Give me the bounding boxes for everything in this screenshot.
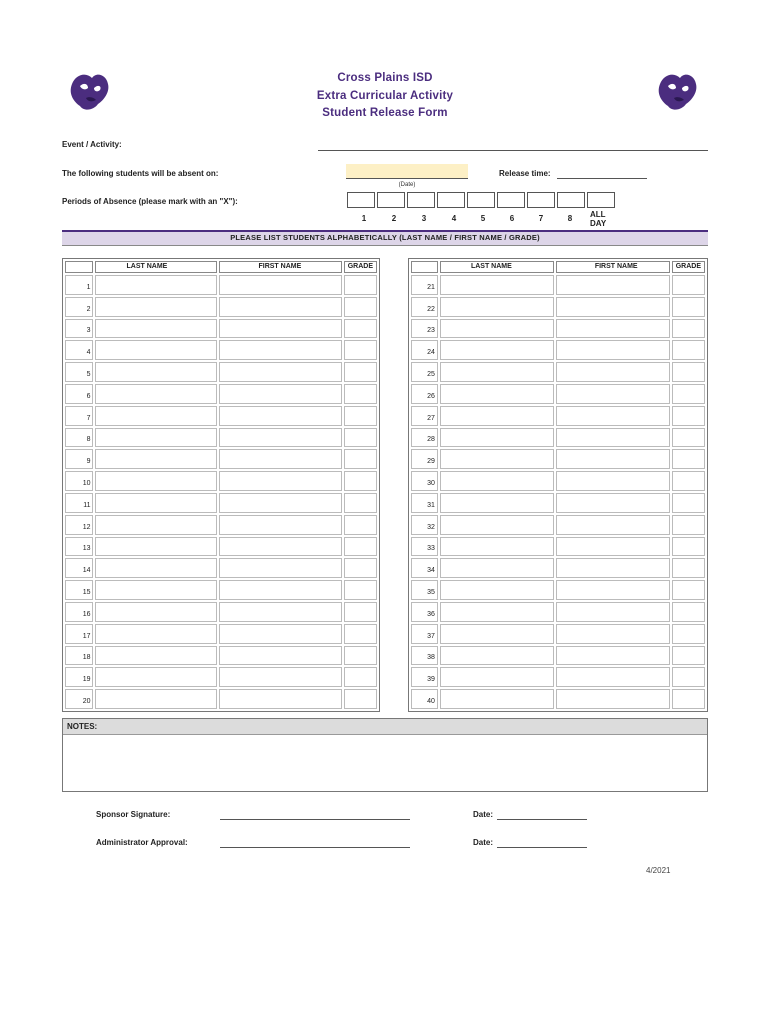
notes-textarea[interactable] bbox=[63, 735, 707, 791]
row-number: 38 bbox=[411, 646, 438, 666]
notes-label: NOTES: bbox=[63, 719, 707, 735]
table-row bbox=[65, 558, 377, 578]
grade-cell[interactable] bbox=[344, 689, 377, 709]
last-name-cell[interactable] bbox=[95, 515, 217, 535]
table-row bbox=[65, 667, 377, 687]
grade-cell[interactable] bbox=[672, 362, 705, 382]
last-name-cell[interactable] bbox=[440, 537, 554, 557]
table-row bbox=[411, 646, 705, 666]
period-5-checkbox[interactable] bbox=[467, 192, 495, 208]
grade-cell[interactable] bbox=[672, 384, 705, 404]
grade-cell[interactable] bbox=[344, 384, 377, 404]
first-name-cell[interactable] bbox=[219, 406, 341, 426]
table-row bbox=[65, 689, 377, 709]
grade-cell[interactable] bbox=[344, 428, 377, 448]
table-row bbox=[65, 493, 377, 513]
grade-cell[interactable] bbox=[344, 515, 377, 535]
title-line-district: Cross Plains ISD bbox=[337, 72, 433, 84]
row-number: 29 bbox=[411, 449, 438, 469]
last-name-cell[interactable] bbox=[440, 340, 554, 360]
first-name-cell[interactable] bbox=[556, 646, 670, 666]
table-row bbox=[411, 515, 705, 535]
first-name-cell[interactable] bbox=[219, 689, 341, 709]
sponsor-signature-label: Sponsor Signature: bbox=[96, 810, 171, 819]
period-8-checkbox[interactable] bbox=[557, 192, 585, 208]
table-row bbox=[65, 602, 377, 622]
period-1-checkbox[interactable] bbox=[347, 192, 375, 208]
last-name-cell[interactable] bbox=[440, 689, 554, 709]
row-number: 30 bbox=[411, 471, 438, 491]
row-number: 31 bbox=[411, 493, 438, 513]
last-name-cell[interactable] bbox=[95, 384, 217, 404]
row-number: 20 bbox=[65, 689, 93, 709]
row-number: 39 bbox=[411, 667, 438, 687]
grade-cell[interactable] bbox=[344, 275, 377, 295]
row-number: 22 bbox=[411, 297, 438, 317]
grade-cell[interactable] bbox=[344, 471, 377, 491]
last-name-cell[interactable] bbox=[95, 362, 217, 382]
grade-cell[interactable] bbox=[344, 340, 377, 360]
grade-cell[interactable] bbox=[344, 493, 377, 513]
period-5-label: 5 bbox=[480, 214, 486, 223]
last-name-cell[interactable] bbox=[95, 428, 217, 448]
table-row bbox=[65, 384, 377, 404]
student-rows-left bbox=[65, 275, 377, 709]
student-table-left bbox=[62, 258, 380, 712]
student-table-right bbox=[408, 258, 708, 712]
table-row bbox=[411, 449, 705, 469]
first-name-cell[interactable] bbox=[219, 319, 341, 339]
header-blank bbox=[65, 261, 93, 273]
absent-date-input[interactable] bbox=[346, 164, 468, 179]
row-number: 12 bbox=[65, 515, 93, 535]
first-name-cell[interactable] bbox=[556, 319, 670, 339]
table-row bbox=[65, 646, 377, 666]
row-number: 5 bbox=[65, 362, 93, 382]
last-name-cell[interactable] bbox=[95, 602, 217, 622]
period-7-checkbox[interactable] bbox=[527, 192, 555, 208]
last-name-cell[interactable] bbox=[95, 449, 217, 469]
first-name-cell[interactable] bbox=[556, 428, 670, 448]
last-name-cell[interactable] bbox=[95, 667, 217, 687]
period-1-label: 1 bbox=[361, 214, 367, 223]
grade-cell[interactable] bbox=[344, 319, 377, 339]
first-name-cell[interactable] bbox=[556, 406, 670, 426]
row-number: 27 bbox=[411, 406, 438, 426]
grade-cell[interactable] bbox=[344, 537, 377, 557]
period-7-label: 7 bbox=[538, 214, 544, 223]
event-input-line[interactable] bbox=[318, 140, 708, 151]
last-name-cell[interactable] bbox=[440, 297, 554, 317]
first-name-cell[interactable] bbox=[556, 558, 670, 578]
last-name-cell[interactable] bbox=[440, 275, 554, 295]
grade-cell[interactable] bbox=[672, 275, 705, 295]
table-row bbox=[411, 493, 705, 513]
table-row bbox=[65, 515, 377, 535]
last-name-cell[interactable] bbox=[440, 384, 554, 404]
period-8-label: 8 bbox=[567, 214, 573, 223]
first-name-cell[interactable] bbox=[556, 340, 670, 360]
row-number: 35 bbox=[411, 580, 438, 600]
grade-cell[interactable] bbox=[672, 319, 705, 339]
grade-cell[interactable] bbox=[672, 667, 705, 687]
row-number: 11 bbox=[65, 493, 93, 513]
table-row bbox=[411, 384, 705, 404]
first-name-cell[interactable] bbox=[219, 537, 341, 557]
table-row bbox=[411, 340, 705, 360]
last-name-cell[interactable] bbox=[440, 515, 554, 535]
last-name-cell[interactable] bbox=[440, 471, 554, 491]
grade-cell[interactable] bbox=[672, 558, 705, 578]
header-grade: GRADE bbox=[344, 261, 377, 273]
last-name-cell[interactable] bbox=[95, 340, 217, 360]
period-4-label: 4 bbox=[451, 214, 457, 223]
sponsor-date-label: Date: bbox=[473, 810, 494, 819]
first-name-cell[interactable] bbox=[219, 362, 341, 382]
row-number: 40 bbox=[411, 689, 438, 709]
last-name-cell[interactable] bbox=[440, 558, 554, 578]
row-number: 13 bbox=[65, 537, 93, 557]
period-3-label: 3 bbox=[421, 214, 427, 223]
first-name-cell[interactable] bbox=[219, 428, 341, 448]
admin-approval-label: Administrator Approval: bbox=[96, 838, 188, 847]
first-name-cell[interactable] bbox=[219, 471, 341, 491]
first-name-cell[interactable] bbox=[556, 493, 670, 513]
grade-cell[interactable] bbox=[672, 580, 705, 600]
first-name-cell[interactable] bbox=[556, 449, 670, 469]
row-number: 25 bbox=[411, 362, 438, 382]
grade-cell[interactable] bbox=[344, 362, 377, 382]
row-number: 1 bbox=[65, 275, 93, 295]
last-name-cell[interactable] bbox=[440, 428, 554, 448]
row-number: 6 bbox=[65, 384, 93, 404]
admin-date-input[interactable] bbox=[497, 836, 587, 848]
table-row bbox=[65, 580, 377, 600]
grade-cell[interactable] bbox=[672, 624, 705, 644]
last-name-cell[interactable] bbox=[95, 580, 217, 600]
first-name-cell[interactable] bbox=[556, 537, 670, 557]
last-name-cell[interactable] bbox=[95, 406, 217, 426]
first-name-cell[interactable] bbox=[219, 515, 341, 535]
last-name-cell[interactable] bbox=[95, 275, 217, 295]
table-row bbox=[411, 362, 705, 382]
last-name-cell[interactable] bbox=[440, 646, 554, 666]
row-number: 32 bbox=[411, 515, 438, 535]
first-name-cell[interactable] bbox=[556, 471, 670, 491]
first-name-cell[interactable] bbox=[219, 449, 341, 469]
period-6-checkbox[interactable] bbox=[497, 192, 525, 208]
table-row bbox=[65, 275, 377, 295]
row-number: 34 bbox=[411, 558, 438, 578]
first-name-cell[interactable] bbox=[219, 667, 341, 687]
row-number: 37 bbox=[411, 624, 438, 644]
first-name-cell[interactable] bbox=[556, 624, 670, 644]
grade-cell[interactable] bbox=[344, 646, 377, 666]
all-day-label: ALL DAY bbox=[590, 210, 607, 228]
row-number: 18 bbox=[65, 646, 93, 666]
row-number: 15 bbox=[65, 580, 93, 600]
row-number: 33 bbox=[411, 537, 438, 557]
row-number: 8 bbox=[65, 428, 93, 448]
instructions-banner: PLEASE LIST STUDENTS ALPHABETICALLY (LAST NAME / FIRST NAME / GRADE) bbox=[62, 230, 708, 246]
table-row bbox=[65, 340, 377, 360]
table-row bbox=[411, 275, 705, 295]
row-number: 4 bbox=[65, 340, 93, 360]
grade-cell[interactable] bbox=[672, 537, 705, 557]
last-name-cell[interactable] bbox=[440, 493, 554, 513]
first-name-cell[interactable] bbox=[219, 624, 341, 644]
grade-cell[interactable] bbox=[672, 471, 705, 491]
sponsor-date-input[interactable] bbox=[497, 808, 587, 820]
absent-date-label: The following students will be absent on: bbox=[62, 169, 219, 178]
table-row bbox=[411, 558, 705, 578]
row-number: 3 bbox=[65, 319, 93, 339]
table-row bbox=[411, 471, 705, 491]
row-number: 26 bbox=[411, 384, 438, 404]
form-title bbox=[0, 70, 770, 123]
table-row bbox=[411, 580, 705, 600]
row-number: 10 bbox=[65, 471, 93, 491]
last-name-cell[interactable] bbox=[95, 689, 217, 709]
first-name-cell[interactable] bbox=[219, 602, 341, 622]
row-number: 36 bbox=[411, 602, 438, 622]
first-name-cell[interactable] bbox=[556, 515, 670, 535]
notes-box bbox=[62, 718, 708, 792]
grade-cell[interactable] bbox=[672, 340, 705, 360]
first-name-cell[interactable] bbox=[556, 384, 670, 404]
last-name-cell[interactable] bbox=[440, 319, 554, 339]
sponsor-signature-input[interactable] bbox=[220, 808, 410, 820]
first-name-cell[interactable] bbox=[219, 275, 341, 295]
row-number: 23 bbox=[411, 319, 438, 339]
admin-approval-input[interactable] bbox=[220, 836, 410, 848]
period-3-checkbox[interactable] bbox=[407, 192, 435, 208]
header-grade: GRADE bbox=[672, 261, 705, 273]
period-4-checkbox[interactable] bbox=[437, 192, 465, 208]
grade-cell[interactable] bbox=[672, 428, 705, 448]
header-last-name: LAST NAME bbox=[95, 261, 217, 273]
grade-cell[interactable] bbox=[344, 558, 377, 578]
row-number: 24 bbox=[411, 340, 438, 360]
first-name-cell[interactable] bbox=[556, 602, 670, 622]
header-last-name: LAST NAME bbox=[440, 261, 554, 273]
first-name-cell[interactable] bbox=[556, 362, 670, 382]
release-time-input[interactable] bbox=[557, 168, 647, 179]
last-name-cell[interactable] bbox=[440, 580, 554, 600]
row-number: 9 bbox=[65, 449, 93, 469]
student-rows-right bbox=[411, 275, 705, 709]
grade-cell[interactable] bbox=[344, 667, 377, 687]
row-number: 7 bbox=[65, 406, 93, 426]
first-name-cell[interactable] bbox=[219, 297, 341, 317]
first-name-cell[interactable] bbox=[556, 297, 670, 317]
last-name-cell[interactable] bbox=[95, 646, 217, 666]
grade-cell[interactable] bbox=[344, 449, 377, 469]
last-name-cell[interactable] bbox=[440, 406, 554, 426]
grade-cell[interactable] bbox=[672, 602, 705, 622]
table-row bbox=[65, 406, 377, 426]
first-name-cell[interactable] bbox=[219, 646, 341, 666]
last-name-cell[interactable] bbox=[440, 602, 554, 622]
row-number: 19 bbox=[65, 667, 93, 687]
table-row bbox=[411, 667, 705, 687]
last-name-cell[interactable] bbox=[440, 449, 554, 469]
grade-cell[interactable] bbox=[344, 602, 377, 622]
table-row bbox=[65, 537, 377, 557]
table-row bbox=[411, 689, 705, 709]
last-name-cell[interactable] bbox=[440, 624, 554, 644]
table-row bbox=[65, 449, 377, 469]
row-number: 16 bbox=[65, 602, 93, 622]
release-time-label: Release time: bbox=[499, 169, 551, 178]
row-number: 28 bbox=[411, 428, 438, 448]
table-row bbox=[411, 319, 705, 339]
grade-cell[interactable] bbox=[344, 580, 377, 600]
table-row bbox=[65, 297, 377, 317]
title-line-activity: Extra Curricular Activity bbox=[316, 89, 454, 102]
row-number: 2 bbox=[65, 297, 93, 317]
first-name-cell[interactable] bbox=[556, 689, 670, 709]
first-name-cell[interactable] bbox=[556, 275, 670, 295]
last-name-cell[interactable] bbox=[95, 471, 217, 491]
grade-cell[interactable] bbox=[344, 406, 377, 426]
table-row bbox=[411, 602, 705, 622]
table-row bbox=[411, 428, 705, 448]
row-number: 14 bbox=[65, 558, 93, 578]
grade-cell[interactable] bbox=[672, 449, 705, 469]
header-first-name: FIRST NAME bbox=[556, 261, 670, 273]
period-all-day-checkbox[interactable] bbox=[587, 192, 615, 208]
row-number: 21 bbox=[411, 275, 438, 295]
table-row bbox=[65, 624, 377, 644]
title-line-form: Student Release Form bbox=[322, 107, 448, 119]
table-row bbox=[65, 319, 377, 339]
grade-cell[interactable] bbox=[672, 406, 705, 426]
last-name-cell[interactable] bbox=[95, 558, 217, 578]
table-row bbox=[411, 624, 705, 644]
grade-cell[interactable] bbox=[672, 493, 705, 513]
grade-cell[interactable] bbox=[672, 689, 705, 709]
row-number: 17 bbox=[65, 624, 93, 644]
table-row bbox=[411, 297, 705, 317]
event-label: Event / Activity: bbox=[62, 140, 122, 149]
table-row bbox=[65, 428, 377, 448]
table-row bbox=[65, 362, 377, 382]
date-caption: (Date) bbox=[398, 182, 416, 188]
period-2-label: 2 bbox=[391, 214, 397, 223]
grade-cell[interactable] bbox=[344, 624, 377, 644]
table-row bbox=[65, 471, 377, 491]
last-name-cell[interactable] bbox=[440, 667, 554, 687]
last-name-cell[interactable] bbox=[95, 537, 217, 557]
last-name-cell[interactable] bbox=[95, 319, 217, 339]
admin-date-label: Date: bbox=[473, 838, 494, 847]
grade-cell[interactable] bbox=[672, 646, 705, 666]
first-name-cell[interactable] bbox=[219, 580, 341, 600]
period-2-checkbox[interactable] bbox=[377, 192, 405, 208]
first-name-cell[interactable] bbox=[219, 340, 341, 360]
table-row bbox=[411, 406, 705, 426]
first-name-cell[interactable] bbox=[556, 580, 670, 600]
last-name-cell[interactable] bbox=[95, 624, 217, 644]
first-name-cell[interactable] bbox=[219, 493, 341, 513]
grade-cell[interactable] bbox=[672, 515, 705, 535]
header-blank bbox=[411, 261, 438, 273]
last-name-cell[interactable] bbox=[95, 493, 217, 513]
first-name-cell[interactable] bbox=[219, 558, 341, 578]
header-first-name: FIRST NAME bbox=[219, 261, 341, 273]
last-name-cell[interactable] bbox=[440, 362, 554, 382]
grade-cell[interactable] bbox=[672, 297, 705, 317]
period-6-label: 6 bbox=[509, 214, 515, 223]
grade-cell[interactable] bbox=[344, 297, 377, 317]
last-name-cell[interactable] bbox=[95, 297, 217, 317]
form-version: 4/2021 bbox=[646, 866, 671, 875]
table-row bbox=[411, 537, 705, 557]
first-name-cell[interactable] bbox=[219, 384, 341, 404]
periods-label: Periods of Absence (please mark with an "X"): bbox=[62, 197, 238, 206]
first-name-cell[interactable] bbox=[556, 667, 670, 687]
